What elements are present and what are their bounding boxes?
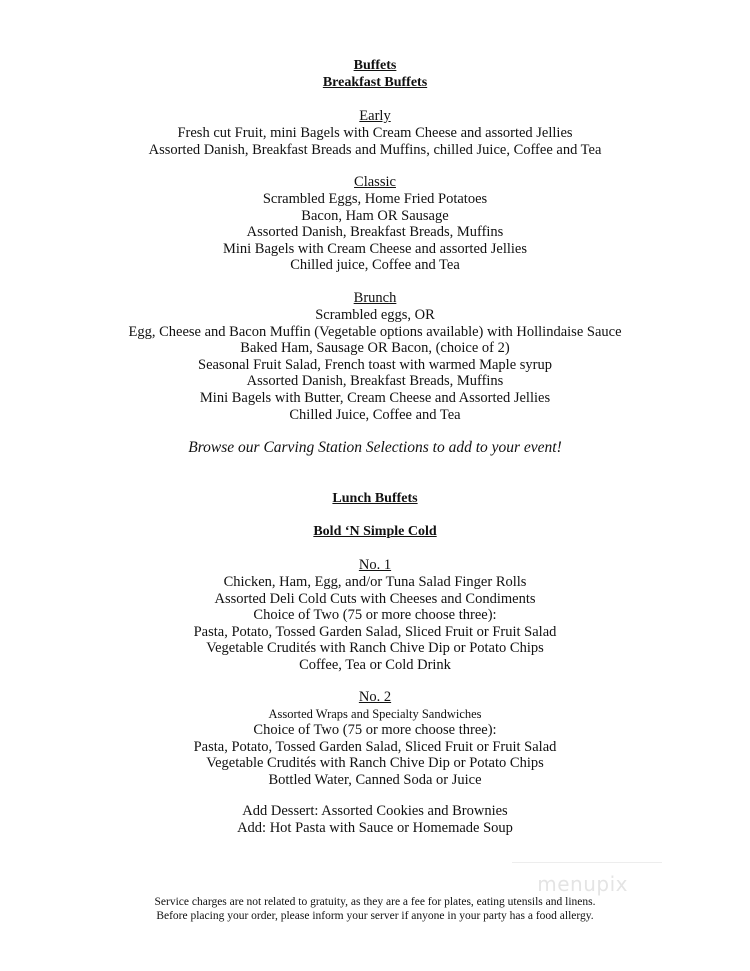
no1-line: Pasta, Potato, Tossed Garden Salad, Sliced Fruit or Fruit Salad [193,623,557,640]
no1-section [0,574,750,674]
watermark-logo: menupix [537,872,628,896]
footer-line: Before placing your order, please inform your server if anyone in your party has a food allergy. [156,910,594,922]
addon-line: Add: Hot Pasta with Sauce or Homemade Soup [237,819,513,836]
brunch-line: Mini Bagels with Butter, Cream Cheese and Assorted Jellies [199,389,551,406]
no2-line: Assorted Wraps and Specialty Sandwiches [268,707,482,721]
no2-title: No. 2 [358,689,392,705]
early-line: Assorted Danish, Breakfast Breads and Muffins, chilled Juice, Coffee and Tea [148,141,602,158]
no2-line: Pasta, Potato, Tossed Garden Salad, Sliced Fruit or Fruit Salad [193,738,557,755]
brunch-line: Baked Ham, Sausage OR Bacon, (choice of 2) [240,340,510,357]
brunch-line: Seasonal Fruit Salad, French toast with warmed Maple syrup [198,356,552,373]
brunch-line: Scrambled eggs, OR [315,307,435,323]
classic-line: Bacon, Ham OR Sausage [301,207,449,224]
classic-line: Scrambled Eggs, Home Fried Potatoes [262,191,488,207]
addons-section [0,803,750,836]
page-title: Buffets [353,58,397,73]
classic-line: Mini Bagels with Cream Cheese and assorted Jellies [222,240,528,257]
lunch-subheading: Bold ‘N Simple Cold [313,524,437,539]
no1-title: No. 1 [358,557,392,573]
classic-line: Chilled juice, Coffee and Tea [290,257,460,274]
brunch-line: Chilled Juice, Coffee and Tea [289,406,461,423]
classic-section [0,191,750,274]
footer-line: Service charges are not related to gratuity, as they are a fee for plates, eating utensils and linens. [154,896,596,908]
early-section [0,125,750,158]
footer [0,895,750,923]
early-title: Early [359,108,391,124]
carving-note: Browse our Carving Station Selections to add to your event! [188,439,562,456]
no1-line: Vegetable Crudités with Ranch Chive Dip or Potato Chips [206,640,544,657]
no1-line: Chicken, Ham, Egg, and/or Tuna Salad Finger Rolls [223,574,527,590]
watermark-rule [512,862,662,863]
no2-line: Bottled Water, Canned Soda or Juice [268,771,482,788]
no2-line: Vegetable Crudités with Ranch Chive Dip or Potato Chips [206,755,544,772]
brunch-line: Egg, Cheese and Bacon Muffin (Vegetable options available) with Hollindaise Sauce [128,323,622,340]
brunch-section [0,307,750,423]
breakfast-heading: Breakfast Buffets [322,75,428,90]
brunch-title: Brunch [353,290,397,306]
no1-line: Coffee, Tea or Cold Drink [299,656,451,673]
no1-line: Assorted Deli Cold Cuts with Cheeses and Condiments [214,590,536,607]
no2-section [0,706,750,788]
no2-line: Choice of Two (75 or more choose three): [253,722,497,738]
classic-title: Classic [354,174,396,190]
lunch-heading: Lunch Buffets [332,491,418,506]
brunch-line: Assorted Danish, Breakfast Breads, Muffins [246,373,504,390]
no1-line: Choice of Two (75 or more choose three): [253,607,497,624]
addon-line: Add Dessert: Assorted Cookies and Brownies [242,803,508,819]
early-line: Fresh cut Fruit, mini Bagels with Cream Cheese and assorted Jellies [177,125,573,141]
classic-line: Assorted Danish, Breakfast Breads, Muffins [246,224,504,241]
